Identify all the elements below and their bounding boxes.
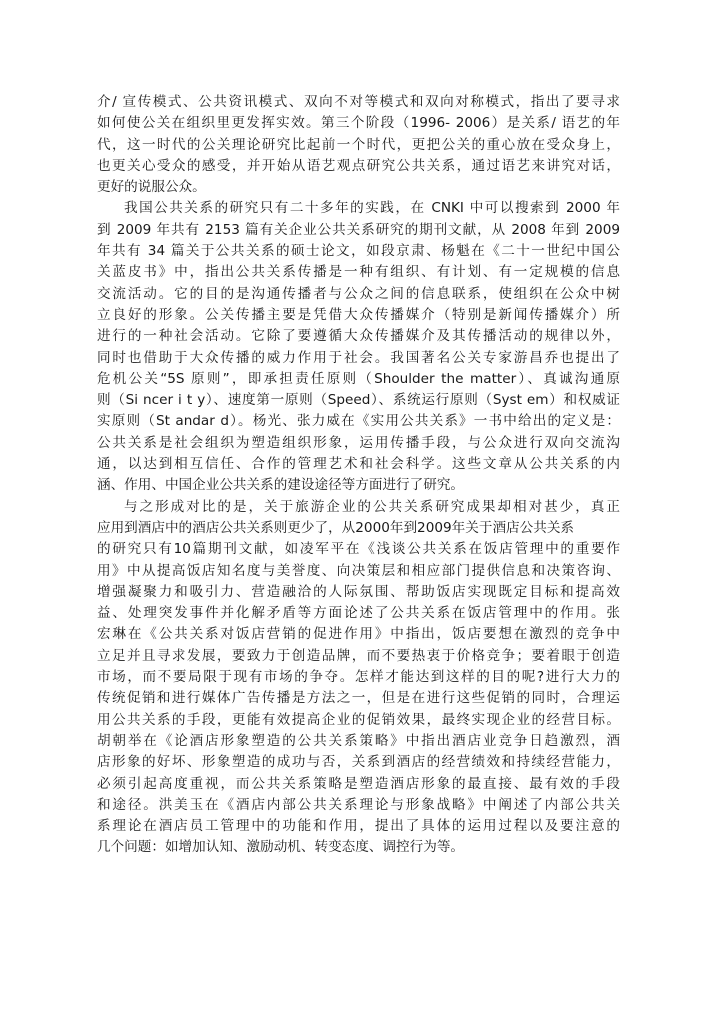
text-line: 交流活动。它的目的是沟通传播者与公众之间的信息联系，使组织在公众中树 xyxy=(97,285,620,302)
text-line: 更好的说服公众。 xyxy=(97,179,206,196)
text-line: 系理论在酒店员工管理中的功能和作用，提出了具体的运用过程以及要注意的 xyxy=(97,818,620,835)
text-line: 年共有 34 篇关于公共关系的硕士论文，如段京肃、杨魁在《二十一世纪中国公 xyxy=(97,243,620,260)
text-line: 代，这一时代的公关理论研究比起前一个时代，更把公关的重心放在受众身上， xyxy=(97,136,620,153)
text-line: 涵、作用、中国企业公共关系的建设途径等方面进行了研究。 xyxy=(97,477,465,494)
text-line: 立足并且寻求发展，要致力于创造品牌，而不要热衷于价格竞争；要着眼于创造 xyxy=(97,647,620,664)
text-line: 增强凝聚力和吸引力、营造融洽的人际氛围、帮助饭店实现既定目标和提高效 xyxy=(97,583,620,600)
text-line: 市场，而不要局限于现有市场的争夺。怎样才能达到这样的目的呢?进行大力的 xyxy=(97,669,620,686)
text-line: 必须引起高度重视，而公共关系策略是塑造酒店形象的最直接、最有效的手段 xyxy=(97,775,620,792)
text-line: 关蓝皮书》中，指出公共关系传播是一种有组织、有计划、有一定规模的信息 xyxy=(97,264,620,281)
text-line: 介/ 宣传模式、公共资讯模式、双向不对等模式和双向对称模式，指出了要寻求 xyxy=(97,94,620,110)
text-line: 几个问题：如增加认知、激励动机、转变态度、调控行为等。 xyxy=(97,839,465,856)
paragraph xyxy=(97,92,620,198)
text-line: 公共关系是社会组织为塑造组织形象，运用传播手段，与公众进行双向交流沟 xyxy=(97,434,620,451)
text-line: 传统促销和进行媒体广告传播是方法之一，但是在进行这些促销的同时，合理运 xyxy=(97,690,620,707)
text-line: 店形象的好坏、形象塑造的成功与否，关系到酒店的经营绩效和持续经营能力， xyxy=(97,754,620,771)
text-line: 实原则（St andar d）。杨光、张力威在《实用公共关系》一书中给出的定义是： xyxy=(97,413,620,430)
text-line: 如何使公关在组织里更发挥实效。第三个阶段（1996- 2006）是关系/ 语艺的年 xyxy=(97,115,620,132)
text-line: 与之形成对比的是，关于旅游企业的公共关系研究成果却相对甚少，真正 xyxy=(124,498,620,515)
text-line: 到 2009 年共有 2153 篇有关企业公共关系研究的期刊文献，从 2008 年到 2009 xyxy=(97,221,620,238)
text-line: 进行的一种社会活动。它除了要遵循大众传播媒介及其传播活动的规律以外， xyxy=(97,328,620,345)
text-line: 的研究只有10篇期刊文献，如凌军平在《浅谈公共关系在饭店管理中的重要作 xyxy=(97,541,620,558)
text-line: 同时也借助于大众传播的威力作用于社会。我国著名公关专家游昌乔也提出了 xyxy=(97,349,620,366)
text-line: 立良好的形象。公关传播主要是凭借大众传播媒介（特别是新闻传播媒介）所 xyxy=(97,306,620,323)
text-line: 我国公共关系的研究只有二十多年的实践，在 CNKI 中可以搜索到 2000 年 xyxy=(124,200,620,217)
text-line: 危机公关“5S 原则”，即承担责任原则（Shoulder the matter）、真诚沟通原 xyxy=(97,370,620,387)
text-line: 胡朝举在《论酒店形象塑造的公共关系策略》中指出酒店业竞争日趋激烈，酒 xyxy=(97,732,620,749)
text-line: 用》中从提高饭店知名度与美誉度、向决策层和相应部门提供信息和决策咨询、 xyxy=(97,562,620,579)
paragraph xyxy=(97,198,620,496)
text-line: 通，以达到相互信任、合作的管理艺术和社会科学。这些文章从公共关系的内 xyxy=(97,456,620,473)
body-text xyxy=(97,92,620,859)
text-line: 益、处理突发事件并化解矛盾等方面论述了公共关系在饭店管理中的作用。张 xyxy=(97,605,620,622)
text-line: 则（Si ncer i t y）、速度第一原则（Speed）、系统运行原则（Syst em）和权威证 xyxy=(97,392,620,409)
text-line: 也更关心受众的感受，并开始从语艺观点研究公共关系，通过语艺来讲究对话， xyxy=(97,157,620,174)
text-line: 和途径。洪美玉在《酒店内部公共关系理论与形象战略》中阐述了内部公共关 xyxy=(97,796,620,813)
text-line: 宏琳在《公共关系对饭店营销的促进作用》中指出，饭店要想在激烈的竞争中 xyxy=(97,626,620,643)
text-line: 应用到酒店中的酒店公共关系则更少了，从2000年到2009年关于酒店公共关系 xyxy=(97,519,575,536)
paragraph xyxy=(97,497,620,859)
text-line: 用公共关系的手段，更能有效提高企业的促销效果，最终实现企业的经营目标。 xyxy=(97,711,620,728)
